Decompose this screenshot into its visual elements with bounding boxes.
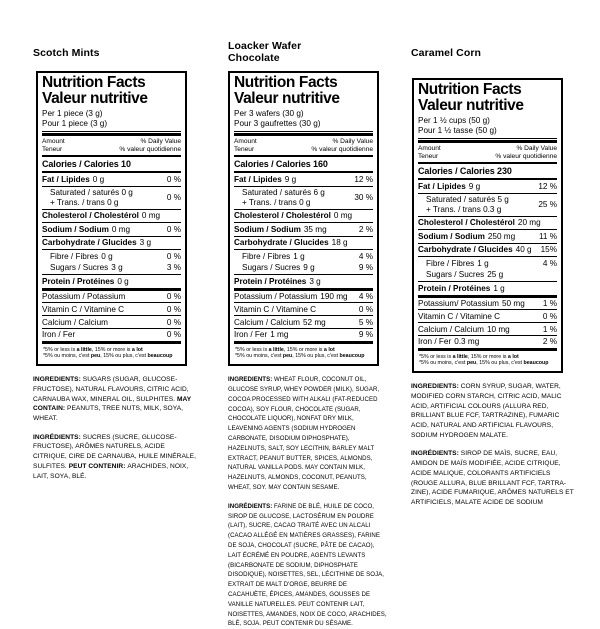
nutrient-name: Vitamin C / Vitamine C <box>42 304 125 314</box>
amount-label-fr: Teneur <box>234 145 255 153</box>
nutrient-name: Cholesterol / Cholestérol <box>234 211 331 221</box>
nutrient-name: Potassium / Potassium <box>234 291 318 301</box>
amount-header <box>234 136 373 155</box>
nutrient-row-sugars <box>234 262 373 274</box>
nutrient-name: Sodium / Sodium <box>42 224 109 234</box>
nutrient-row-saturated-trans <box>234 187 373 209</box>
nutrient-amount: 9 g <box>303 263 315 273</box>
daily-value-label-fr: % valeur quotidienne <box>119 145 181 153</box>
nutrient-daily-value: 0 % <box>166 224 181 234</box>
nutrition-label <box>33 47 199 481</box>
footnote-fr: *5% ou moins, c'est peu, 15% ou plus, c'est beaucoup <box>43 353 173 360</box>
nutrient-row-cholesterol <box>234 210 373 223</box>
amount-labels <box>234 138 257 154</box>
nutrient-amount: 0 mg <box>141 211 161 221</box>
nutrient-row-saturated-trans <box>418 194 557 216</box>
nutrient-amount: 250 mg <box>487 231 516 241</box>
nutrient-name: Calcium / Calcium <box>418 324 484 334</box>
nutrient-name: Carbohydrate / Glucides <box>234 238 329 248</box>
nutrition-facts-heading: Nutrition Facts <box>42 74 146 91</box>
nutrient-daily-value: 0 % <box>166 330 181 340</box>
nutrient-row-carbohydrate <box>234 237 373 250</box>
serving-size-en: Per 3 wafers (30 g) <box>234 109 304 118</box>
nutrient-amount: 52 mg <box>302 317 326 327</box>
nutrient-name: Vitamin C / Vitamine C <box>234 304 317 314</box>
nutrient-row-sodium <box>42 223 181 236</box>
nutrient-row-potassium <box>418 298 557 310</box>
nutrient-name: Carbohydrate / Glucides <box>418 245 513 255</box>
nutrient-daily-value: 9 % <box>358 263 373 273</box>
nutrient-amount: 50 mg <box>502 298 525 308</box>
nutrition-facts-heading: Nutrition Facts <box>234 74 338 91</box>
nutrient-amount: 40 g <box>515 245 532 255</box>
nutrient-amount: 9 g <box>284 174 297 184</box>
nutrition-facts-box <box>412 78 563 373</box>
nutrient-name: Carbohydrate / Glucides <box>42 238 137 248</box>
nutrient-name: Iron / Fer <box>418 337 452 347</box>
nutrition-facts-box <box>36 71 187 366</box>
nutrient-name: Calcium / Calcium <box>234 317 300 327</box>
nutrient-row-protein <box>234 275 373 288</box>
ingredients-fr: INGRÉDIENTS: SUCRES (SUCRE, GLUCOSE-FRUCTOSE), ARÔMES NATURELS, ACIDE CITRIQUE, CIRE DE CARNAUBA, HUILE MINÉRALE, SULFITES. PEUT CONTENIR: ARACHIDES, NOIX, LAIT, SOYA, BLÉ. <box>33 433 196 480</box>
nutrient-name: Cholesterol / Cholestérol <box>42 211 139 221</box>
amount-label-en: Amount <box>418 145 441 152</box>
nutrient-name: Fat / Lipides <box>42 174 90 184</box>
nutrient-row-vitamin-c <box>42 303 181 315</box>
nutrient-amount: 0 mg <box>333 211 353 221</box>
serving-size-en: Per 1 piece (3 g) <box>42 109 103 118</box>
nutrient-amount: 1 g <box>293 251 305 261</box>
nutrient-row-fibre <box>234 251 373 263</box>
trans-line: + Trans. / trans 0.3 g <box>426 204 502 214</box>
nutrient-amount: 35 mg <box>303 224 327 234</box>
nutrition-label <box>411 47 577 508</box>
nutrition-facts-box <box>228 71 379 366</box>
nutrient-daily-value: 0 % <box>166 192 181 202</box>
nutrient-row-sugars <box>418 269 557 281</box>
nutrient-amount: 3 g <box>139 238 152 248</box>
ingredients-en: INGREDIENTS: WHEAT FLOUR, COCONUT OIL, GLUCOSE SYRUP, WHEY POWDER (MILK), SUGAR, COCOA PROCESSED WITH ALKALI (FAT-REDUCED COCOA), SOY FLOUR, CHOCOLATE (SUGAR, CHOCOLATE LIQUOR), NONFAT DRY MILK, LEAVENING AGENTS (SODIUM HYDROGEN CARBONATE, DISODIUM DIPHOSPHATE), HAZELNUTS, SALT, SOY LECITHIN, BARLEY MALT EXTRACT, PEANUT BUTTER, SPICES, ALMONDS, NATURAL VANILLA PODS. MAY CONTAIN MILK, HAZELNUTS, ALMONDS, COCONUT, PEANUTS, WHEAT, SOY. MAY CONTAIN SESAME. <box>228 376 380 491</box>
nutrient-daily-value: 15% <box>540 245 557 255</box>
nutrient-amount: 0.3 mg <box>454 337 480 347</box>
amount-label-fr: Teneur <box>42 145 63 153</box>
daily-value-labels <box>311 138 373 154</box>
nutrient-daily-value: 0 % <box>166 317 181 327</box>
nutrient-row-fat <box>42 173 181 186</box>
nutrient-row-iron <box>42 329 181 341</box>
nutrient-amount: 25 g <box>487 270 504 280</box>
nutrient-row-fat <box>234 173 373 186</box>
nutrient-row-calcium <box>234 316 373 328</box>
ingredients-en: INGREDIENTS: CORN SYRUP, SUGAR, WATER, MODIFIED CORN STARCH, CITRIC ACID, MALIC ACID, ARTIFICIAL COLOURS (ALLURA RED, BRILLIANT BLUE FCF, TARTRAZINE), FUMARIC ACID, NATURAL AND ARTIFICIAL FLAVOURS, SODIUM HYDROGEN MALATE. <box>411 383 562 439</box>
amount-label-en: Amount <box>42 138 65 145</box>
nutrient-daily-value: 12 % <box>354 174 373 184</box>
amount-labels <box>418 145 441 161</box>
daily-value-labels <box>119 138 181 154</box>
nutrient-amount: 190 mg <box>320 291 348 301</box>
nutrient-name: Fibre / Fibres <box>426 258 475 268</box>
nutrient-amount: 10 mg <box>486 324 510 334</box>
serving-size-fr: Pour 1 piece (3 g) <box>42 119 108 128</box>
nutrient-name: Iron / Fer <box>42 330 76 340</box>
nutrient-daily-value: 1 % <box>542 298 557 308</box>
ingredients-fr: INGRÉDIENTS: FARINE DE BLÉ, HUILE DE COCO, SIROP DE GLUCOSE, LACTOSÉRUM EN POUDRE (LAIT), SUCRE, CACAO TRAITÉ AVEC UN ALCALI (CACAO ALLÉGÉ EN MATIÈRES GRASSES), FARINE DE SOJA, CHOCOLAT (SUCRE, PÂTE DE CACAO), LAIT ÉCRÉMÉ EN POUDRE, AGENTS LEVANTS (BICARBONATE DE SODIUM, DIPHOSPHATE DISODIQUE), NOISETTES, SEL, LÉCITHINE DE SOJA, EXTRAIT DE MALT D'ORGE, BEURRE DE CACAHUÈTE, ÉPICES, AMANDES, GOUSSES DE VANILLE NATURELLES. PEUT CONTENIR LAIT, NOISETTES, AMANDES, NOIX DE COCO, ARACHIDES, BLÉ, SOJA. PEUT CONTENIR DU SÉSAME. <box>228 502 387 628</box>
amount-header <box>418 143 557 162</box>
calories-row: Calories / Calories 230 <box>418 165 512 176</box>
nutrient-name: Sugars / Sucres <box>426 270 485 280</box>
nutrient-name: Protein / Protéines <box>42 276 115 286</box>
nutrient-daily-value: 4 % <box>542 258 557 268</box>
nutrient-daily-value: 4 % <box>358 291 373 301</box>
serving-size-fr: Pour 3 gaufrettes (30 g) <box>234 119 321 128</box>
nutrient-name: Potassium / Potassium <box>42 291 126 301</box>
nutrient-row-carbohydrate <box>418 244 557 257</box>
amount-label-en: Amount <box>234 138 257 145</box>
daily-value-label-en: % Daily Value <box>140 138 181 145</box>
nutrient-row-calcium <box>42 316 181 328</box>
fibre-sugars-group <box>234 250 373 274</box>
nutrient-amount: 0 mg <box>111 224 131 234</box>
nutrient-row-sodium <box>418 230 557 243</box>
nutrient-daily-value: 9 % <box>358 330 373 340</box>
footnote-en: *5% or less is a little, 15% or more is a lot <box>43 346 143 353</box>
nutrient-name: Sodium / Sodium <box>234 224 301 234</box>
nutrient-row-sodium <box>234 223 373 236</box>
nutrient-amount: 20 mg <box>517 218 541 228</box>
nutrient-amount: 1 mg <box>270 330 289 340</box>
footnote-fr: *5% ou moins, c'est peu, 15% ou plus, c'est beaucoup <box>235 353 365 360</box>
nutrient-daily-value: 0 % <box>166 291 181 301</box>
nutrient-daily-value: 0 % <box>166 304 181 314</box>
nutrient-daily-value: 30 % <box>354 192 373 202</box>
nutrient-name: Protein / Protéines <box>418 283 491 293</box>
nutrient-amount: 0 g <box>101 251 113 261</box>
nutrient-row-iron <box>418 336 557 348</box>
nutrient-daily-value: 0 % <box>542 311 557 321</box>
daily-value-labels <box>495 145 557 161</box>
nutrient-daily-value: 4 % <box>358 251 373 261</box>
product-title: Scotch Mints <box>33 47 100 59</box>
nutrient-amount: 9 g <box>468 181 481 191</box>
fibre-sugars-group <box>418 257 557 281</box>
nutrient-amount: 0 g <box>117 276 129 286</box>
nutrient-daily-value: 25 % <box>538 199 557 209</box>
nutrient-row-vitamin-c <box>418 310 557 322</box>
nutrient-name: Fat / Lipides <box>418 181 466 191</box>
nutrient-row-cholesterol <box>418 217 557 230</box>
nutrient-row-fibre <box>418 258 557 270</box>
product-title: Caramel Corn <box>411 47 482 59</box>
footnote-en: *5% or less is a little, 15% or more is a lot <box>235 346 335 353</box>
amount-labels <box>42 138 65 154</box>
calories-row: Calories / Calories 160 <box>234 158 328 169</box>
nutrient-row-protein <box>418 282 557 295</box>
nutrient-name: Fat / Lipides <box>234 174 282 184</box>
valeur-nutritive-heading: Valeur nutritive <box>418 96 524 114</box>
calories-row: Calories / Calories 10 <box>42 158 131 169</box>
footnote-en: *5% or less is a little, 15% or more is a lot <box>419 353 519 360</box>
nutrient-row-cholesterol <box>42 210 181 223</box>
nutrient-name: Protein / Protéines <box>234 276 307 286</box>
nutrient-amount: 0 g <box>92 174 105 184</box>
valeur-nutritive-heading: Valeur nutritive <box>234 89 340 107</box>
nutrient-row-iron <box>234 329 373 341</box>
nutrient-row-saturated-trans <box>42 187 181 209</box>
footnote-fr: *5% ou moins, c'est peu, 15% ou plus, c'est beaucoup <box>419 360 549 367</box>
nutrient-daily-value: 2 % <box>358 224 373 234</box>
nutrient-daily-value: 0 % <box>358 304 373 314</box>
nutrient-name: Fibre / Fibres <box>50 251 99 261</box>
nutrient-row-potassium <box>42 291 181 303</box>
trans-line: + Trans. / trans 0 g <box>242 197 311 207</box>
saturated-line: Saturated / saturés 5 g <box>426 195 509 205</box>
nutrient-name: Calcium / Calcium <box>42 317 108 327</box>
daily-value-label-fr: % valeur quotidienne <box>495 152 557 160</box>
daily-value-label-en: % Daily Value <box>516 145 557 152</box>
nutrient-name: Fibre / Fibres <box>242 251 291 261</box>
saturated-line: Saturated / saturés 0 g <box>50 188 133 198</box>
trans-line: + Trans. / trans 0 g <box>50 197 119 207</box>
nutrient-row-potassium <box>234 291 373 303</box>
valeur-nutritive-heading: Valeur nutritive <box>42 89 148 107</box>
nutrient-name: Cholesterol / Cholestérol <box>418 218 515 228</box>
nutrient-name: Sugars / Sucres <box>242 263 301 273</box>
footnote <box>418 351 557 368</box>
nutrient-row-sugars <box>42 262 181 274</box>
nutrient-daily-value: 11 % <box>538 231 557 241</box>
nutrient-row-protein <box>42 275 181 288</box>
nutrient-name: Vitamin C / Vitamine C <box>418 311 501 321</box>
nutrient-amount: 3 g <box>111 263 123 273</box>
daily-value-label-fr: % valeur quotidienne <box>311 145 373 153</box>
nutrient-name: Potassium/ Potassium <box>418 298 499 308</box>
nutrient-daily-value: 5 % <box>358 317 373 327</box>
nutrient-name: Iron / Fer <box>234 330 268 340</box>
serving-size-fr: Pour 1 ½ tasse (50 g) <box>418 126 497 135</box>
ingredients-fr: INGRÉDIENTS: SIROP DE MAÏS, SUCRE, EAU, AMIDON DE MAÏS MODIFIÉE, ACIDE CITRIQUE, ACIDE MALIQUE, COLORANTS ARTIFICIELS (ROUGE ALLURA, BLUE BRILLANT FCF, TARTRA-ZINE), ACIDE FUMARIQUE, ARÔMES NATURELS ET ARTIFICIELS, MALATE ACIDE DE SODIUM <box>411 450 574 506</box>
amount-header <box>42 136 181 155</box>
nutrient-row-carbohydrate <box>42 237 181 250</box>
nutrient-row-fat <box>418 180 557 193</box>
nutrient-daily-value: 1 % <box>542 324 557 334</box>
footnote <box>234 344 373 361</box>
serving-size-en: Per 1 ½ cups (50 g) <box>418 116 490 125</box>
ingredients-en: INGREDIENTS: SUGARS (SUGAR, GLUCOSE-FRUCTOSE), NATURAL FLAVOURS, CITRIC ACID, CARNAUBA WAX, MINERAL OIL, SULPHITES. MAY CONTAIN: PEANUTS, TREE NUTS, MILK, SOYA, WHEAT. <box>33 376 192 422</box>
product-title: Loacker Wafer Chocolate <box>228 40 302 64</box>
nutrient-daily-value: 0 % <box>166 174 181 184</box>
nutrient-amount: 1 g <box>493 283 505 293</box>
nutrition-label <box>228 40 394 629</box>
nutrient-amount: 18 g <box>331 238 348 248</box>
footnote <box>42 344 181 361</box>
fibre-sugars-group <box>42 250 181 274</box>
nutrient-daily-value: 12 % <box>538 181 557 191</box>
nutrient-name: Sugars / Sucres <box>50 263 109 273</box>
nutrient-daily-value: 3 % <box>166 263 181 273</box>
nutrient-name: Sodium / Sodium <box>418 231 485 241</box>
amount-label-fr: Teneur <box>418 152 439 160</box>
nutrient-row-vitamin-c <box>234 303 373 315</box>
daily-value-label-en: % Daily Value <box>332 138 373 145</box>
nutrient-amount: 1 g <box>477 258 489 268</box>
saturated-line: Saturated / saturés 6 g <box>242 188 325 198</box>
nutrition-facts-heading: Nutrition Facts <box>418 81 522 98</box>
nutrient-daily-value: 2 % <box>542 337 557 347</box>
nutrient-row-fibre <box>42 251 181 263</box>
nutrient-daily-value: 0 % <box>166 251 181 261</box>
nutrient-amount: 3 g <box>309 276 321 286</box>
nutrient-row-calcium <box>418 323 557 335</box>
